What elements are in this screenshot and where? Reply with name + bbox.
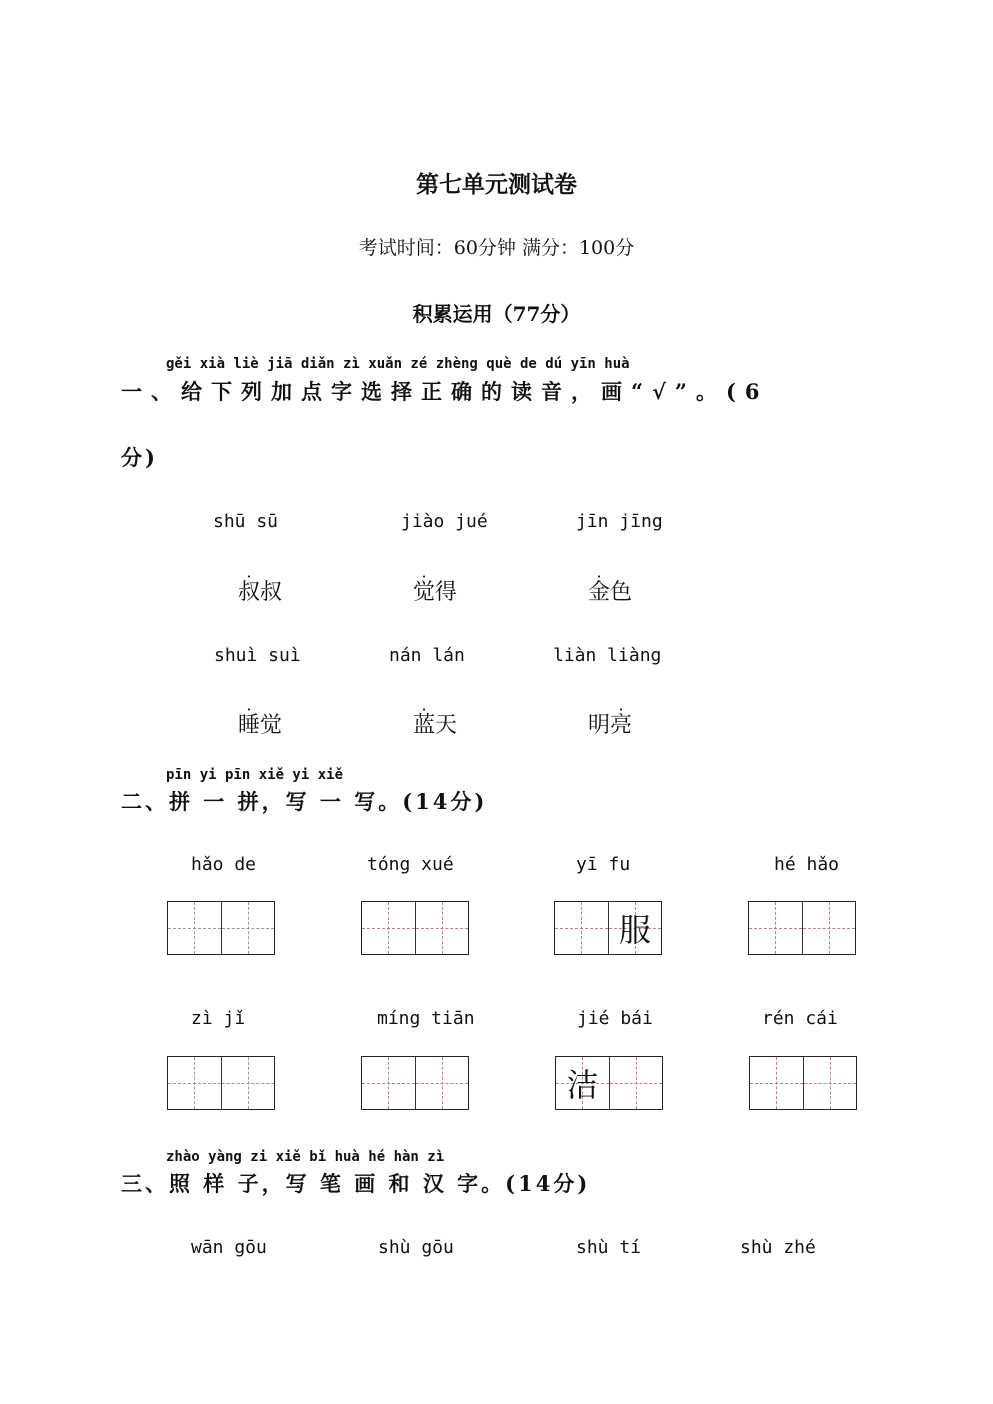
q1-pinyin-option[interactable]: jiào jué xyxy=(401,511,488,532)
q1-word xyxy=(238,708,282,739)
grid-char xyxy=(416,902,468,954)
q1-pinyin-option[interactable]: nán lán xyxy=(389,645,465,666)
q2-pinyin-item: rén cái xyxy=(762,1008,838,1029)
word-char: 天 xyxy=(435,713,458,738)
q2-pinyin-item: hé hǎo xyxy=(774,854,840,875)
exam-info: 考试时间：60分钟 满分：100分 xyxy=(358,237,635,259)
q1-text-continued: 分) xyxy=(121,445,158,470)
q1-text: 一、给下列加点字选择正确的读音，画“√”。(6 xyxy=(121,379,769,404)
writing-grid[interactable] xyxy=(361,1056,469,1110)
q1-word xyxy=(238,575,282,606)
grid-char: 洁 xyxy=(566,1066,599,1104)
q3-pinyin-item: wān gōu xyxy=(191,1237,267,1258)
q1-pinyin-option[interactable]: liàn liàng xyxy=(553,645,662,666)
q2-pinyin-item: yī fu xyxy=(576,854,631,875)
q3-text: 三、照 样 子，写 笔 画 和 汉 字。(14分) xyxy=(121,1171,591,1196)
q1-pinyin-option[interactable]: jīn jīng xyxy=(576,511,663,532)
dotted-char: 金 xyxy=(588,580,611,605)
q1-word xyxy=(413,708,457,739)
grid-char xyxy=(750,1057,803,1109)
q3-pinyin-item: shù tí xyxy=(576,1237,642,1258)
word-char: 得 xyxy=(435,580,458,605)
word-char: 明 xyxy=(588,713,611,738)
grid-char xyxy=(803,902,855,954)
writing-grid[interactable] xyxy=(167,1056,275,1110)
dotted-char: 睡 xyxy=(238,713,261,738)
section-heading: 积累运用（77分） xyxy=(412,302,581,326)
q2-pinyin-item: tóng xué xyxy=(367,854,454,875)
grid-char xyxy=(804,1057,856,1109)
grid-char xyxy=(168,902,221,954)
q2-text: 二、拼 一 拼，写 一 写。(14分) xyxy=(121,789,488,814)
q2-pinyin-item: zì jǐ xyxy=(191,1008,246,1029)
dotted-char: 觉 xyxy=(413,580,436,605)
grid-char xyxy=(222,1057,274,1109)
grid-char xyxy=(222,902,274,954)
q1-word xyxy=(588,708,632,739)
grid-char xyxy=(362,902,415,954)
grid-char: 服 xyxy=(618,911,651,949)
writing-grid[interactable] xyxy=(749,1056,857,1110)
word-char: 叔 xyxy=(260,580,283,605)
q1-word xyxy=(588,575,632,606)
grid-char xyxy=(416,1057,468,1109)
q3-pinyin: zhào yàng zi xiě bǐ huà hé hàn zì xyxy=(166,1149,445,1165)
q2-pinyin-item: hǎo de xyxy=(191,854,257,875)
q1-word xyxy=(413,575,457,606)
q2-pinyin-item: jié bái xyxy=(577,1008,653,1029)
grid-char xyxy=(168,1057,221,1109)
grid-char xyxy=(749,902,802,954)
word-char: 色 xyxy=(610,580,633,605)
writing-grid[interactable] xyxy=(361,901,469,955)
page-title: 第七单元测试卷 xyxy=(416,171,577,198)
dotted-char: 蓝 xyxy=(413,713,436,738)
dotted-char: 亮 xyxy=(610,713,633,738)
q3-pinyin-item: shù gōu xyxy=(378,1237,454,1258)
q1-pinyin: gěi xià liè jiā diǎn zì xuǎn zé zhèng què de dú yīn huà xyxy=(166,356,630,372)
word-char: 觉 xyxy=(260,713,283,738)
writing-grid[interactable] xyxy=(748,901,856,955)
q1-pinyin-option[interactable]: shuì suì xyxy=(214,645,301,666)
q2-pinyin: pīn yi pīn xiě yi xiě xyxy=(166,767,344,783)
q3-pinyin-item: shù zhé xyxy=(740,1237,816,1258)
grid-char xyxy=(610,1057,662,1109)
grid-char xyxy=(362,1057,415,1109)
writing-grid[interactable] xyxy=(555,1056,663,1110)
q2-pinyin-item: míng tiān xyxy=(377,1008,475,1029)
q1-pinyin-option[interactable]: shū sū xyxy=(213,511,279,532)
dotted-char: 叔 xyxy=(238,580,261,605)
writing-grid[interactable] xyxy=(554,901,662,955)
grid-char xyxy=(555,902,608,954)
writing-grid[interactable] xyxy=(167,901,275,955)
